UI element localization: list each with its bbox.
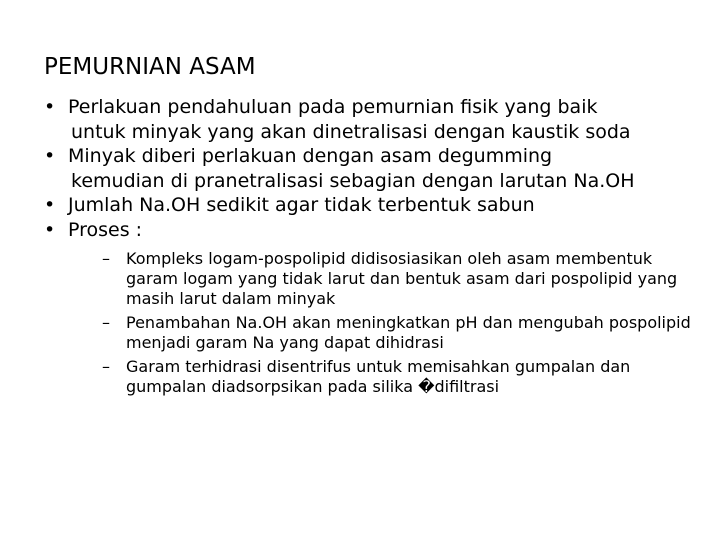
dash-marker: – [102, 357, 110, 376]
sub-bullet-text: Kompleks logam-pospolipid didisosiasikan oleh asam membentuk garam logam yang tidak larut dan bentuk asam dari pospolipid yang masih larut dalam minyak [126, 249, 678, 308]
bullet-item [44, 193, 694, 218]
bullet-marker: • [44, 194, 56, 216]
bullet-line-continuation: kemudian di pranetralisasi sebagian dengan larutan Na.OH [71, 169, 635, 192]
bullet-marker: • [44, 218, 56, 241]
bullet-line: Minyak diberi perlakuan dengan asam degumming [68, 145, 553, 167]
bullet-text [68, 218, 694, 243]
bullet-line: Perlakuan pendahuluan pada pemurnian fisik yang baik [68, 96, 598, 118]
bullet-line: Proses : [68, 218, 143, 241]
sub-bullet-item [102, 357, 692, 397]
bullet-item [44, 95, 694, 144]
bullet-marker: • [44, 145, 56, 167]
bullet-item [44, 144, 694, 193]
bullet-line: Jumlah Na.OH sedikit agar tidak terbentuk sabun [68, 194, 535, 216]
dash-marker: – [102, 249, 110, 268]
sub-bullet-text: Penambahan Na.OH akan meningkatkan pH dan mengubah pospolipid menjadi garam Na yang dapat dihidrasi [126, 313, 691, 352]
bullet-line-continuation: untuk minyak yang akan dinetralisasi dengan kaustik soda [71, 120, 631, 143]
sub-bullet-item [102, 249, 692, 309]
slide-title: PEMURNIAN ASAM [44, 54, 256, 80]
sub-bullet-item [102, 313, 692, 353]
bullet-marker: • [44, 96, 56, 118]
sub-bullet-text: Garam terhidrasi disentrifus untuk memisahkan gumpalan dan gumpalan diadsorpsikan pada silika �difiltrasi [126, 357, 631, 396]
dash-marker: – [102, 313, 110, 332]
bullet-text [68, 193, 694, 218]
bullet-item [44, 218, 694, 398]
sub-bullet-list [68, 249, 692, 397]
bullet-text [68, 144, 694, 193]
bullet-text [68, 95, 694, 144]
bullet-list [44, 95, 694, 401]
